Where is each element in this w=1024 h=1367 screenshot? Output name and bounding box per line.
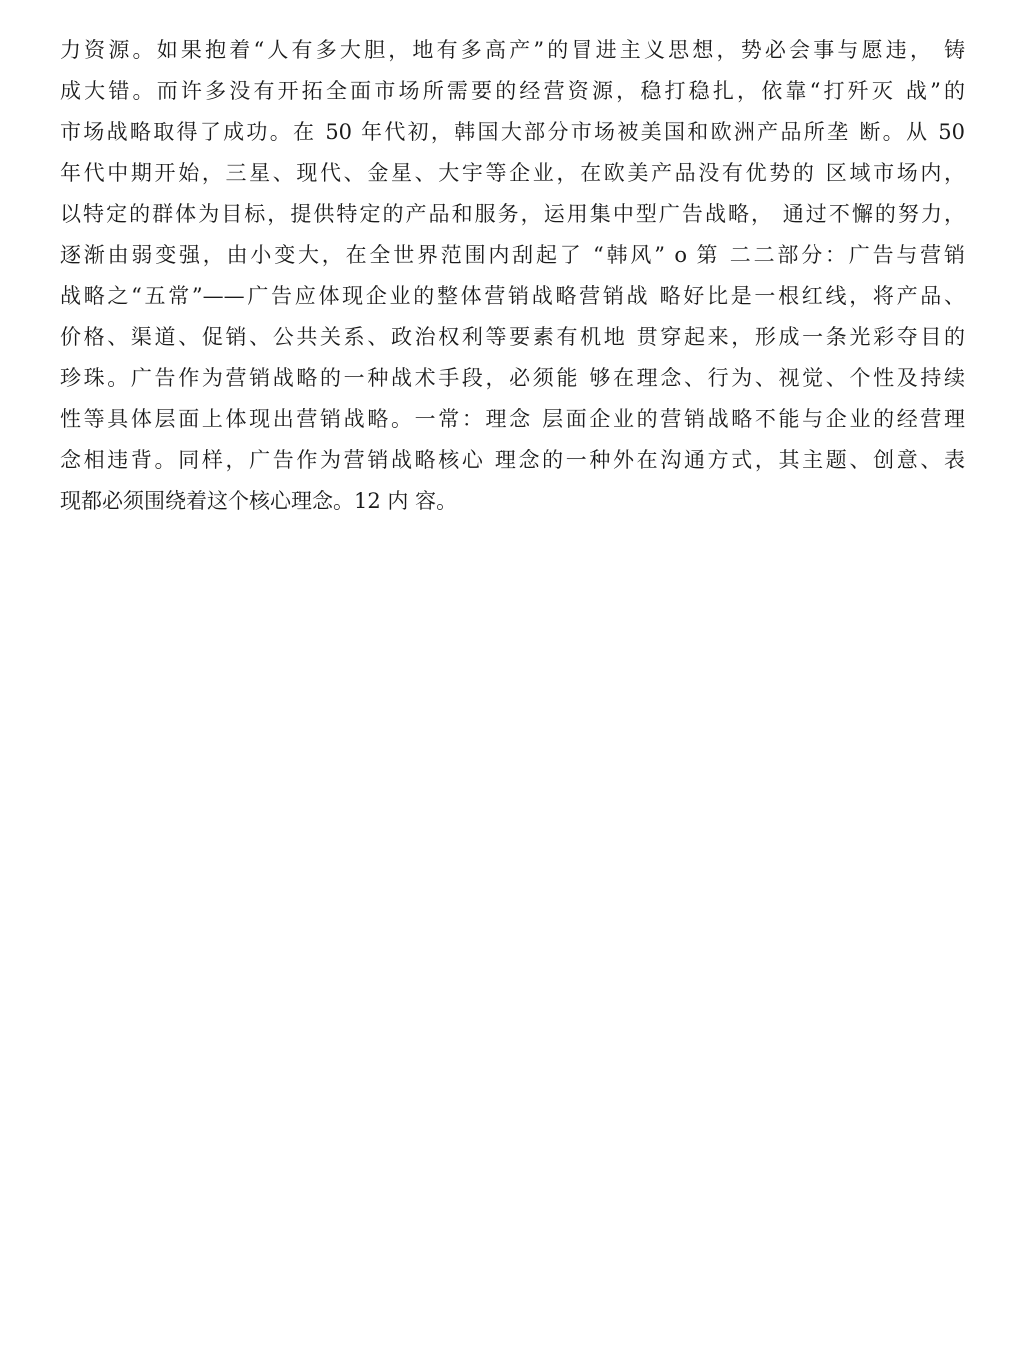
text-line: 力资源。如果抱着“人有多大胆，地有多高产”的冒进主义思想，势必会事与愿违， 铸 xyxy=(60,38,965,62)
text-line: 成大错。而许多没有开拓全面市场所需要的经营资源，稳打稳扎，依靠“打歼灭 战”的 xyxy=(60,79,965,103)
text-line: 以特定的群体为目标，提供特定的产品和服务，运用集中型广告战略， 通过不懈的努力， xyxy=(60,202,965,226)
text-line: 性等具体层面上体现出营销战略。一常：理念 层面企业的营销战略不能与企业的经营理 xyxy=(60,407,965,431)
text-line: 现都必须围绕着这个核心理念。12 内 容。 xyxy=(60,489,458,513)
text-line: 市场战略取得了成功。在 50 年代初，韩国大部分市场被美国和欧洲产品所垄 断。从 50 xyxy=(60,120,965,144)
text-line: 逐渐由弱变强，由小变大，在全世界范围内刮起了 “韩风” o 第 二二部分：广告与营销 xyxy=(60,243,965,267)
text-line: 价格、渠道、促销、公共关系、政治权利等要素有机地 贯穿起来，形成一条光彩夺目的 xyxy=(60,325,965,349)
text-line: 战略之“五常”——广告应体现企业的整体营销战略营销战 略好比是一根红线，将产品、 xyxy=(60,284,965,308)
text-line: 珍珠。广告作为营销战略的一种战术手段，必须能 够在理念、行为、视觉、个性及持续 xyxy=(60,366,965,390)
text-line: 年代中期开始，三星、现代、金星、大宇等企业，在欧美产品没有优势的 区域市场内， xyxy=(60,161,965,185)
text-line: 念相违背。同样，广告作为营销战略核心 理念的一种外在沟通方式，其主题、创意、表 xyxy=(60,448,965,472)
body-text xyxy=(60,30,965,522)
